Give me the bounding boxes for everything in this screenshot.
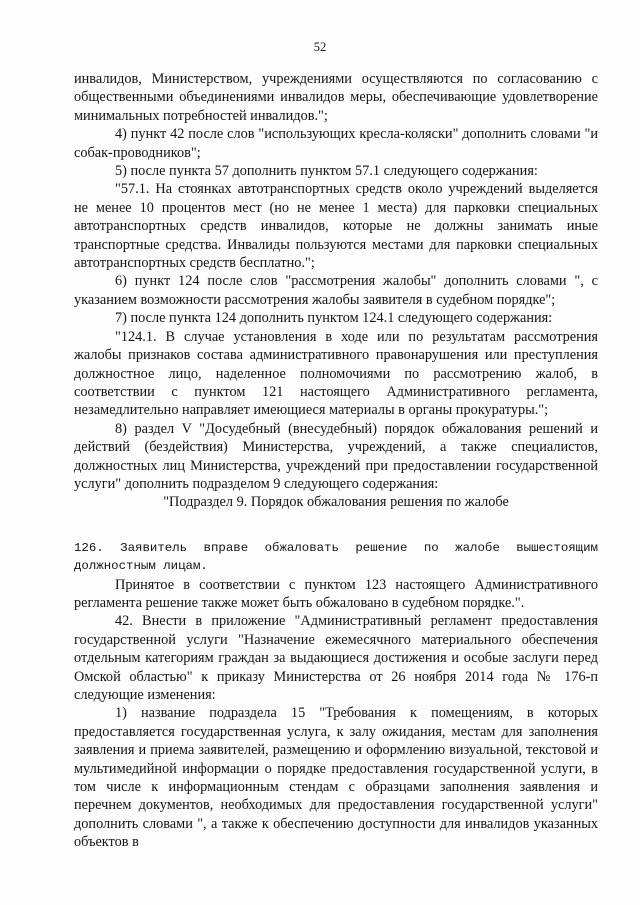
paragraph-subitem-1: 1) название подраздела 15 "Требования к помещениям, в которых предоставляется государственная услуга, к залу ожидания, местам для заполнения заявления и приема заявителей, размещению и оформлению визуальной, текстовой и мультимедийной информации о порядке предоставления государственной услуги, в том числе к информационным стендам с образцами заполнения заявления и перечнем документов, необходимых для предоставления государственной услуги" дополнить словами ", а также к обеспечению доступности для инвалидов указанных объектов в bbox=[74, 705, 598, 851]
paragraph-quote-124-1: "124.1. В случае установления в ходе или по результатам рассмотрения жалобы признаков состава административного правонарушения или преступления должностное лицо, наделенное полномочиями по рассмотрению жалоб, в соответствии с пунктом 121 настоящего Административного регламента, незамедлительно направляет имеющиеся материалы в органы прокуратуры."; bbox=[74, 328, 598, 419]
paragraph-item-7: 7) после пункта 124 дополнить пунктом 124.1 следующего содержания: bbox=[115, 310, 553, 327]
paragraph-item-8: 8) раздел V "Досудебный (внесудебный) порядок обжалования решений и действий (бездействия) Министерства, учреждений, а также специалистов, должностных лиц Министерства, учреждений при предоставлении государственной услуги" дополнить подразделом 9 следующего содержания: bbox=[74, 420, 598, 492]
paragraph-item-126: 126. Заявитель вправе обжаловать решение по жалобе вышестоящим должностным лицам. bbox=[74, 540, 598, 574]
paragraph-appeal-court: Принятое в соответствии с пунктом 123 настоящего Административного регламента решение также может быть обжаловано в судебном порядке.". bbox=[74, 576, 598, 611]
paragraph-item-5: 5) после пункта 57 дополнить пунктом 57.1 следующего содержания: bbox=[115, 163, 538, 180]
page-number: 52 bbox=[313, 40, 327, 54]
paragraph-quote-57-1: "57.1. На стоянках автотранспортных средств около учреждений выделяется не менее 10 процентов мест (но не менее 1 места) для парковки специальных автотранспортных средств инвалидов, которые не должны занимать иные транспортные средства. Инвалиды пользуются местами для парковки специальных автотранспортных средств бесплатно."; bbox=[74, 181, 598, 272]
subsection-heading: "Подраздел 9. Порядок обжалования решения по жалобе bbox=[163, 494, 509, 511]
paragraph-continuation: инвалидов, Министерством, учреждениями осуществляются по согласованию с общественными объединениями инвалидов меры, обеспечивающие удовлетворение минимальных потребностей инвалидов."; bbox=[74, 71, 598, 124]
spacer bbox=[74, 512, 598, 539]
paragraph-item-42: 42. Внести в приложение "Административный регламент предоставления государственной услуги "Назначение ежемесячного материального обеспечения отдельным категориям граждан за выдающиеся достижения и особые заслуги перед Омской областью" к приказу Министерства от 26 ноября 2014 года № 176-п следующие изменения: bbox=[74, 613, 598, 703]
paragraph-item-4: 4) пункт 42 после слов "использующих кресла-коляски" дополнить словами "и собак-проводников"; bbox=[74, 126, 598, 161]
paragraph-item-6: 6) пункт 124 после слов "рассмотрения жалобы" дополнить словами ", с указанием возможности рассмотрения жалобы заявителя в судебном порядке"; bbox=[74, 273, 598, 308]
document-body bbox=[74, 70, 598, 852]
